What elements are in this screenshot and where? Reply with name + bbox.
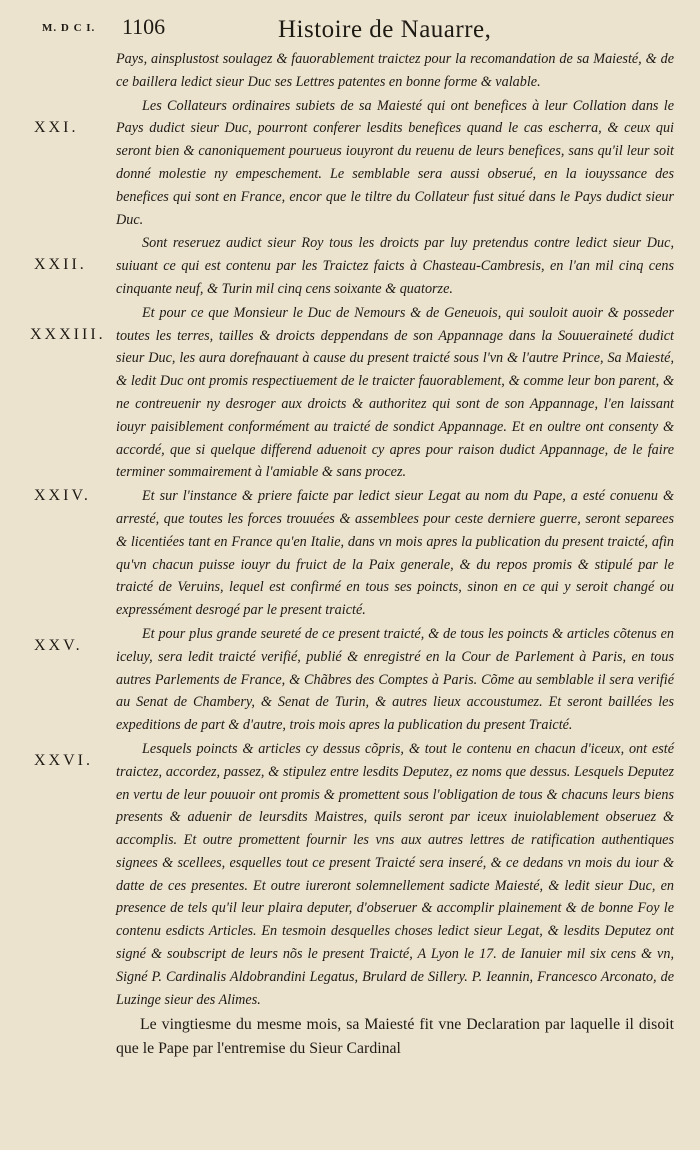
article-xxv xyxy=(34,623,674,737)
article-text: Et pour ce que Monsieur le Duc de Nemours & de Geneuois, qui souloit auoir & posseder toutes les terres, tailles & droicts deppendans de son Appannage dans la Souueraineté dudict sieur Duc, les aura dorefnauant à cause du present traicté sous l'vn & l'autre Prince, Sa Maiesté, & ledit Duc ont promis respectiuement de le traicter fauorablement, & comme leur bon parent, & ne contreuenir ny desroger aux droicts & authoritez qui sont de son Appannage, l'en laissant iouyr paisiblement conformément au traicté de sondict Appannage. Et en oultre ont consenty & accordé, que si quelque differend aduenoit cy apres pour raison dudict Appannage, de le faire terminer sommairement à l'amiable & sans procez. xyxy=(116,304,674,481)
article-number: XXV. xyxy=(34,636,83,654)
article-text: Pays, ainsplustost soulagez & fauorablement traictez pour la recomandation de sa Maiesté, & de ce baillera ledict sieur Duc ses Lettres patentes en bonne forme & valable. xyxy=(116,51,674,90)
article-text: Lesquels poincts & articles cy dessus cõpris, & tout le contenu en chacun d'iceux, ont esté traictez, accordez, passez, & stipulez entre lesdits Deputez, ez noms que dessus. Lesquels Deputez en vertu de leur pouuoir ont promis & promettent sous l'obligation de tous & chacuns leurs biens presents & aduenir de leursdits Maistres, quils seront par iceux inuiolablement obseruez & accomplis. Et outre promettent fournir les vns aux autres lettres de ratification authentiques signees & scellees, esquelles tout ce present Traicté sera inseré, & ce dedans vn mois du iour & datte de ces presentes. Et outre iureront solemnellement sadicte Maiesté, & ledit sieur Duc, en presence de tels qu'il leur plaira deputer, d'obseruer & accomplir plainement & de bonne Foy le contenu esdicts Articles. En tesmoin desquelles choses ledict sieur Legat, & lesdits Deputez ont signé & soubscript de leurs nõs le present Traicté, A Lyon le 17. de Ianuier mil six cens & vn, Signé P. Cardinalis Aldobrandini Legatus, Brulard de Sillery. P. Ieannin, Francesco Arconato, de Luzinge sieur des Alimes. xyxy=(116,740,674,1008)
page-body xyxy=(30,48,674,1061)
closing-paragraph xyxy=(34,1013,674,1061)
article-xxvi xyxy=(34,738,674,1012)
article-text: Et pour plus grande seureté de ce present traicté, & de tous les poincts & articles cõtenus en iceluy, sera ledit traicté verifié, publié & enregistré en la Cour de Parlement à Paris, en tous autres Parlements de France, & Chãbres des Comptes à Paris. Cõme au semblable il sera verifié au Senat de Chambery, & Senat de Turin, & autres lieux accoustumez. Et seront baillées les expeditions de part & d'autre, trois mois apres la publication du present Traicté. xyxy=(116,625,674,734)
page-number: 1106 xyxy=(122,14,166,39)
article-text: Et sur l'instance & priere faicte par ledict sieur Legat au nom du Pape, a esté conuenu & arresté, que toutes les forces trouuées & assemblees pour ceste derniere guerre, seront separees & licentiées tant en France qu'en Italie, dans vn mois apres la publication du present traicté, afin qu'vn chacun puisse iouyr du fruict de la Paix generale, & du repos promis & stipulé par le traicté de Veruins, lequel est confirmé en tous ses poincts, sinon en ce qui y seroit changé ou expressément desrogé par le present traicté. xyxy=(116,488,674,619)
article-text: Sont reseruez audict sieur Roy tous les droicts par luy pretendus contre ledict sieur Duc, suiuant ce qui est contenu par les Traictez faicts à Chasteau-Cambresis, en l'an mil cinq cens cinquante neuf, & Turin mil cinq cens soixante & quatorze. xyxy=(116,235,674,297)
page-header xyxy=(0,10,700,50)
article-continuation xyxy=(34,48,674,94)
article-xxii xyxy=(34,232,674,300)
header-date: M. D C I. xyxy=(42,22,96,34)
article-xxxiii xyxy=(30,302,674,484)
article-number: XXII. xyxy=(34,256,87,274)
article-xxi xyxy=(34,95,674,232)
article-number: XXI. xyxy=(34,118,79,136)
article-xxiv xyxy=(34,485,674,622)
running-title: Histoire de Nauarre, xyxy=(278,16,492,43)
article-number: XXXIII. xyxy=(30,325,106,343)
article-number: XXIV. xyxy=(34,487,91,505)
article-number: XXVI. xyxy=(34,751,93,769)
closing-text: Le vingtiesme du mesme mois, sa Maiesté fit vne Declaration par laquelle il disoit que le Pape par l'entremise du Sieur Cardinal xyxy=(116,1016,674,1058)
article-text: Les Collateurs ordinaires subiets de sa Maiesté qui ont benefices à leur Collation dans le Pays dudict sieur Duc, pourront conferer lesdits benefices quand le cas escherra, & ceux qui seront bien & canoniquement pourueus iouyront du reuenu de leurs benefices, sans qu'il leur soit donné molestie ny empeschement. Le semblable sera aussi obserué, en la iouyssance des benefices qui sont en France, encor que le tiltre du Collateur fust situé dans le Pays dudict sieur Duc. xyxy=(116,97,674,228)
